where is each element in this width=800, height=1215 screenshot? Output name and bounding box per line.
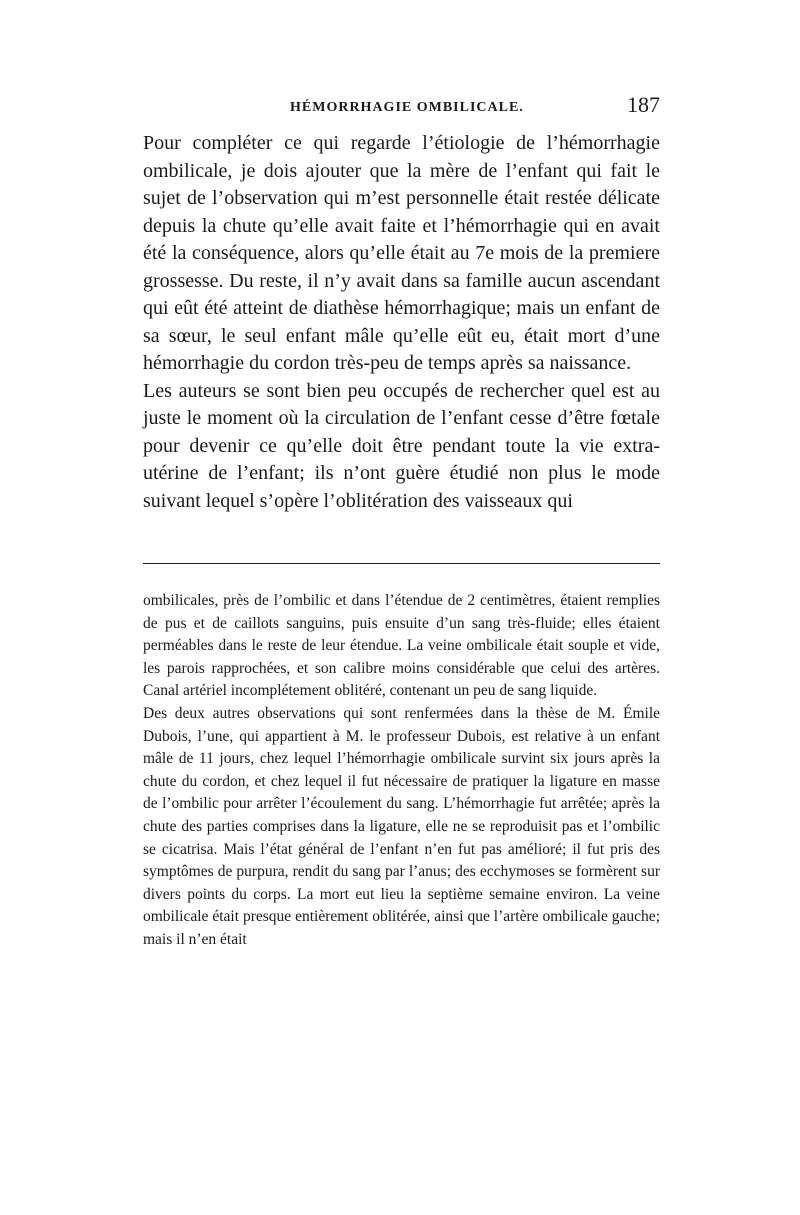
footnote-paragraph: Des deux autres observations qui sont renfermées dans la thèse de M. Émile Dubois, l’une, qui appartient à M. le professeur Dubois, est relative à un enfant mâle de 11 jours, chez lequel l’hémorrhagie ombilicale survint six jours après la chute du cordon, et chez lequel il fut nécessaire de pratiquer la ligature en masse de l’ombilic pour arrêter l’écoulement du sang. L’hémorrhagie fut arrêtée; après la chute des parties comprises dans la ligature, elle ne se reproduisit pas et l’ombilic se cicatrisa. Mais l’état général de l’enfant n’en fut pas amélioré; il fut pris des symptômes de purpura, rendit du sang par l’anus; des ecchymoses se formèrent sur divers points du corps. La mort eut lieu la septième semaine environ. La veine ombilicale était presque entièrement oblitérée, ainsi que l’artère ombilicale gauche; mais il n’en était <box>143 704 660 948</box>
footnotes <box>143 590 660 952</box>
footnote-paragraph: ombilicales, près de l’ombilic et dans l’étendue de 2 centimètres, étaient remplies de pus et de caillots sanguins, puis ensuite d’un sang très-fluide; elles étaient perméables dans le reste de leur étendue. La veine ombilicale était souple et vide, les parois rapprochées, et son calibre moins considérable que celui des artères. Canal artériel incomplétement oblitéré, contenant un peu de sang liquide. <box>143 592 660 700</box>
main-paragraph: Les auteurs se sont bien peu occupés de rechercher quel est au juste le moment où la circulation de l’enfant cesse d’être fœtale pour devenir ce qu’elle doit être pendant toute la vie extra-utérine de l’enfant; ils n’ont guère étudié non plus le mode suivant lequel s’opère l’oblitération des vaisseaux qui <box>143 379 660 512</box>
running-head <box>140 92 660 122</box>
page-number: 187 <box>627 92 660 117</box>
running-title: HÉMORRHAGIE OMBILICALE. <box>290 100 524 115</box>
main-paragraph: Pour compléter ce qui regarde l’étiologie de l’hémorrhagie ombilicale, je dois ajouter que la mère de l’enfant qui fait le sujet de l’observation qui m’est personnelle était restée délicate depuis la chute qu’elle avait faite et l’hémorrhagie qui en avait été la conséquence, alors qu’elle était au 7e mois de la premiere grossesse. Du reste, il n’y avait dans sa famille aucun ascendant qui eût été atteint de diathèse hémorrhagique; mais un enfant de sa sœur, le seul enfant mâle qu’elle eût eu, était mort d’une hémorrhagie du cordon très-peu de temps après sa naissance. <box>143 132 660 374</box>
footnote-separator <box>143 563 660 564</box>
main-text <box>143 130 660 515</box>
